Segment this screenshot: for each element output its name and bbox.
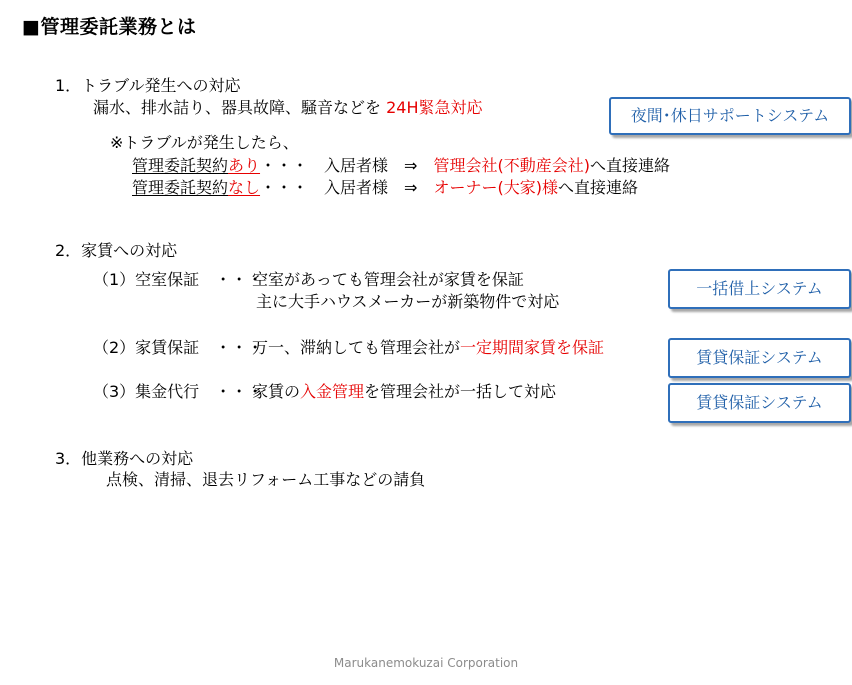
master-lease-box: 一括借上システム [668,269,851,309]
collection-agency-text [252,382,556,402]
contract-without-label: 管理委託契約 [132,178,229,197]
contract-with-flag: あり [228,156,261,175]
section1-note: ※トラブルが発生したら、 [110,133,299,152]
contract-with-target: 管理会社(不動産会社) [433,156,590,175]
contract-without-flag: なし [228,178,261,197]
contract-without-row [132,178,638,198]
vacancy-guarantee-text2: 主に大手ハウスメーカーが新築物件で対応 [256,292,560,311]
rent-guarantee-highlight: 一定期間家賃を保証 [460,338,605,357]
footer-company: Marukanemokuzai Corporation [333,656,519,670]
section1-line-text: 漏水、排水詰り、器具故障、騒音などを [93,98,382,117]
contract-with-row [132,156,670,176]
contract-with-arrow: ・・・ 入居者様 ⇒ [260,156,434,175]
section3-line: 点検、清掃、退去リフォーム工事などの請負 [106,470,426,489]
section2-heading: 2．家賃への対応 [55,241,178,260]
collection-agency-label: （3）集金代行 ・・・ [93,382,264,401]
vacancy-guarantee-label: （1）空室保証 ・・・ [93,270,264,289]
section1-line [93,98,483,118]
contract-with-action: へ直接連絡 [589,156,670,175]
section1-line-highlight: 24H緊急対応 [386,98,483,117]
page-title: ■管理委託業務とは [22,16,197,38]
collection-agency-desc-b: を管理会社が一括して対応 [364,382,557,401]
section3-heading: 3．他業務への対応 [55,449,194,468]
vacancy-guarantee-text1: 空室があっても管理会社が家賃を保証 [252,270,524,289]
contract-without-action: へ直接連絡 [557,178,638,197]
night-holiday-support-box: 夜間･休日サポートシステム [609,97,851,135]
rent-guarantee-text [252,338,604,358]
rent-guarantee-desc: 万一、滞納しても管理会社が [252,338,461,357]
rent-guarantee-system-box: 賃貸保証システム [668,338,851,378]
section1-heading: 1．トラブル発生への対応 [55,76,241,95]
collection-agency-highlight: 入金管理 [300,382,365,401]
contract-without-arrow: ・・・ 入居者様 ⇒ [260,178,434,197]
collection-agency-desc-a: 家賃の [252,382,301,401]
rent-guarantee-system-box-2: 賃貸保証システム [668,383,851,423]
contract-without-target: オーナー(大家)様 [433,178,558,197]
rent-guarantee-label: （2）家賃保証 ・・・ [93,338,264,357]
contract-with-label: 管理委託契約 [132,156,229,175]
